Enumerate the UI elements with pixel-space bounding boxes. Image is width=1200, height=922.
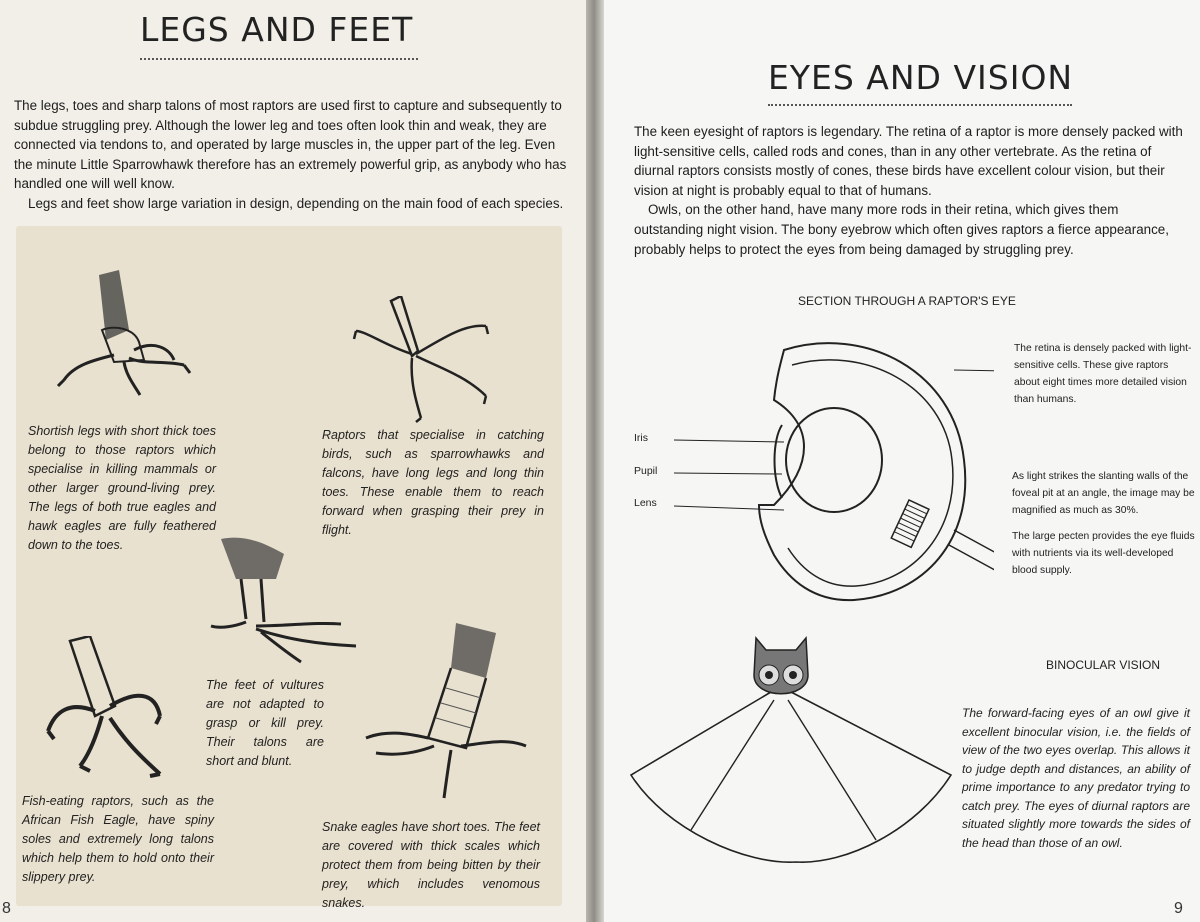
book-gutter	[586, 0, 604, 922]
iris-label: Iris	[634, 432, 648, 444]
sparrowhawk-foot-sketch	[346, 296, 506, 426]
binocular-caption: The forward-facing eyes of an owl give it excellent binocular vision, i.e. the fields of view of the two eyes overlap. This allows it to judge depth and distances, an ability of prime importance to any predator trying to catch prey. The eyes of diurnal raptors are situated slightly more towards the sides of the head than those of an owl.	[962, 706, 1190, 850]
title-rule-right	[768, 104, 1072, 106]
feet-illustration-panel	[16, 226, 562, 910]
caption-short-legs: Shortish legs with short thick toes belong to those raptors which specialise in killing mammals or other larger ground-living prey. The legs of both true eagles and hawk eagles are fully feathered down to the toes.	[28, 424, 216, 552]
fish-eagle-foot-sketch	[40, 636, 190, 786]
legs-feet-title: LEGS AND FEET	[140, 10, 414, 49]
legs-intro	[14, 96, 570, 214]
caption-fish-eaters: Fish-eating raptors, such as the African Fish Eagle, have spiny soles and extremely long talons which help them to hold onto their slippery prey.	[22, 794, 214, 884]
caption-snake-eagles: Snake eagles have short toes. The feet are covered with thick scales which protect them from being bitten by their prey, which includes venomous snakes.	[322, 820, 540, 910]
foveal-note: As light strikes the slanting walls of the foveal pit at an angle, the image may be magnified as much as 30%.	[1012, 471, 1195, 516]
lens-label: Lens	[634, 497, 657, 509]
snake-eagle-foot-sketch	[356, 618, 536, 808]
pecten-note: The large pecten provides the eye fluids with nutrients via its well-developed blood supply.	[1012, 531, 1195, 576]
binocular-vision-diagram	[626, 630, 956, 870]
eye-section-title: SECTION THROUGH A RAPTOR'S EYE	[798, 294, 1016, 308]
eagle-foot-sketch	[44, 270, 204, 400]
caption-vultures: The feet of vultures are not adapted to grasp or kill prey. Their talons are short and blunt.	[206, 678, 324, 768]
eyes-para1: The keen eyesight of raptors is legendary. The retina of a raptor is more densely packed with light-sensitive cells, called rods and cones, than in any other vertebrate. As the retina of diurnal raptors consists mostly of cones, these birds have excellent colour vision, but their vision at night is probably equal to that of humans.	[634, 124, 1183, 198]
eyes-intro	[634, 122, 1190, 259]
vulture-foot-sketch	[206, 534, 366, 664]
page-number-left: 8	[2, 900, 11, 917]
eyes-vision-title: EYES AND VISION	[768, 58, 1074, 97]
caption-bird-catchers: Raptors that specialise in catching birds, such as sparrowhawks and falcons, have long legs and long thin toes. These enable them to reach forward when grasping their prey in flight.	[322, 428, 544, 537]
eyes-para2: Owls, on the other hand, have many more rods in their retina, which gives them outstanding night vision. The bony eyebrow which often gives raptors a fierce appearance, probably helps to protect the eyes from being damaged by struggling prey.	[634, 202, 1169, 257]
binocular-title: BINOCULAR VISION	[1046, 658, 1161, 672]
eye-section-diagram	[664, 330, 994, 620]
title-rule	[140, 58, 418, 60]
legs-intro-para2: Legs and feet show large variation in design, depending on the main food of each species.	[28, 195, 564, 211]
legs-intro-para1: The legs, toes and sharp talons of most raptors are used first to capture and subsequently to subdue struggling prey. Although the lower leg and toes often look thin and weak, they are connected via tendons to, and operated by large muscles in, the upper part of the leg. Even the minute Little Sparrowhawk therefore has an extremely powerful grip, as anybody who has handled one will well know.	[14, 98, 567, 192]
pupil-label: Pupil	[634, 465, 658, 477]
owl-head-sketch	[754, 638, 808, 694]
left-page	[0, 0, 586, 922]
retina-note: The retina is densely packed with light-sensitive cells. These give raptors about eight times more detailed vision than humans.	[1014, 343, 1192, 405]
right-page	[604, 0, 1200, 922]
page-number-right: 9	[1174, 900, 1183, 917]
